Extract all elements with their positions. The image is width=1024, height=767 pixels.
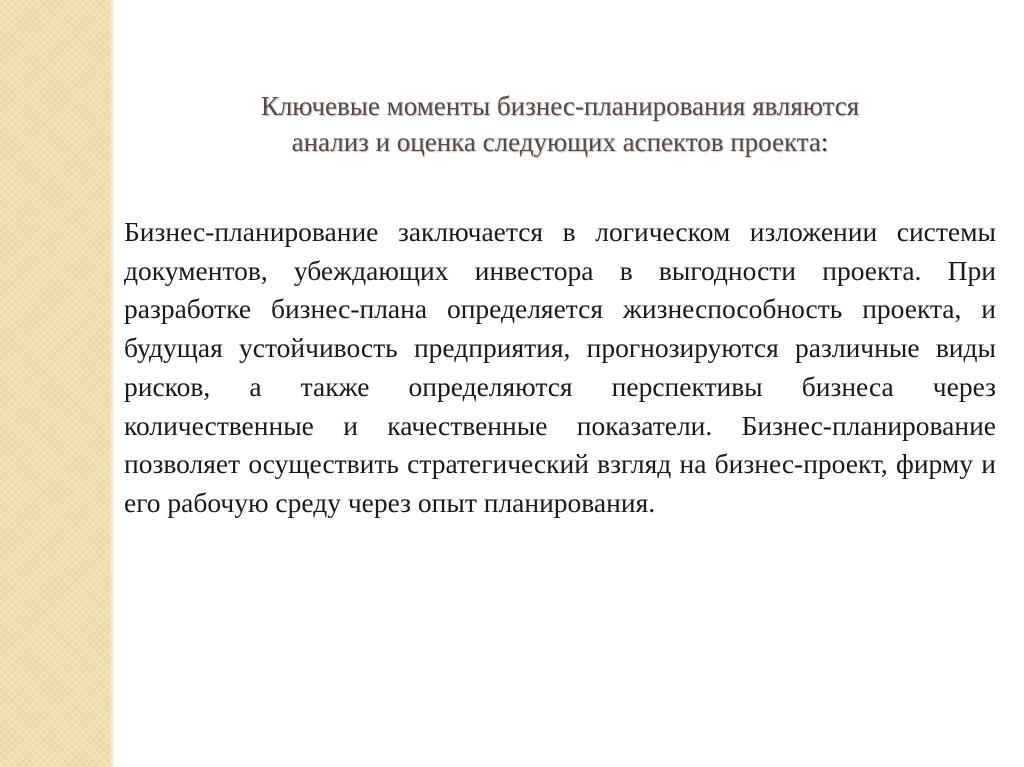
- sidebar-shadow-edge: [109, 0, 115, 767]
- slide-title-line-1: Ключевые моменты бизнес-планирования являются: [260, 91, 860, 121]
- slide-title-colon: :: [820, 127, 829, 157]
- decorative-sidebar-stripe: [0, 0, 109, 767]
- slide-title-line-2: анализ и оценка следующих аспектов проекта: [291, 127, 821, 157]
- slide-body-paragraph: Бизнес-планирование заключается в логическом изложении системы документов, убеждающих инвестора в выгодности проекта. При разработке бизнес-плана определяется жизнеспособность проекта, и будущая устойчивость предприятия, прогнозируются различные виды рисков, а также определяются перспективы бизнеса через количественные и качественные показатели. Бизнес-планирование позволяет осуществить стратегический взгляд на бизнес-проект, фирму и его рабочую среду через опыт планирования.: [124, 216, 996, 518]
- slide-title: [150, 88, 970, 160]
